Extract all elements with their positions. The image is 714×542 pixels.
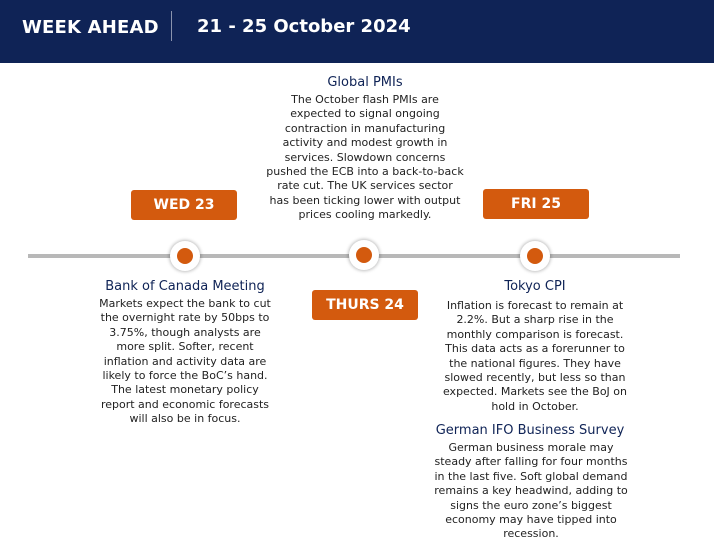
timeline-marker-wed: [170, 241, 200, 271]
header-dates: 21 - 25 October 2024: [197, 16, 411, 37]
header-bar: [0, 0, 714, 63]
bank-of-canada-body: Markets expect the bank to cut the overnight rate by 50bps to 3.75%, though analysts are more split. Softer, recent inflation and activity data are likely to force the BoC’s hand. The latest monetary policy report and economic forecasts will also be in focus.: [99, 297, 271, 426]
timeline-marker-thurs: [349, 240, 379, 270]
day-badge-fri: FRI 25: [483, 189, 589, 219]
bank-of-canada-heading: Bank of Canada Meeting: [105, 279, 265, 294]
german-ifo-body: German business morale may steady after falling for four months in the last five. Soft global demand remains a key headwind, adding to signs the euro zone’s biggest economy may have tipped into recession.: [434, 441, 628, 541]
german-ifo-heading: German IFO Business Survey: [435, 423, 625, 438]
tokyo-cpi-body: Inflation is forecast to remain at 2.2%. But a sharp rise in the monthly comparison is forecast. This data acts as a forerunner to the national figures. They have slowed recently, but less so than expected. Markets see the BoJ on hold in October.: [442, 299, 627, 413]
header-divider: [171, 11, 172, 41]
tokyo-cpi-heading: Tokyo CPI: [504, 279, 566, 294]
global-pmis-heading: Global PMIs: [327, 75, 403, 90]
header-title: WEEK AHEAD: [22, 17, 159, 38]
global-pmis-body: The October flash PMIs are expected to signal ongoing contraction in manufacturing activity and modest growth in services. Slowdown concerns pushed the ECB into a back-to-back rate cut. The UK services sector has been ticking lower with output prices cooling markedly.: [266, 93, 464, 222]
day-badge-wed: WED 23: [131, 190, 237, 220]
day-badge-thurs: THURS 24: [312, 290, 418, 320]
timeline-marker-fri: [520, 241, 550, 271]
